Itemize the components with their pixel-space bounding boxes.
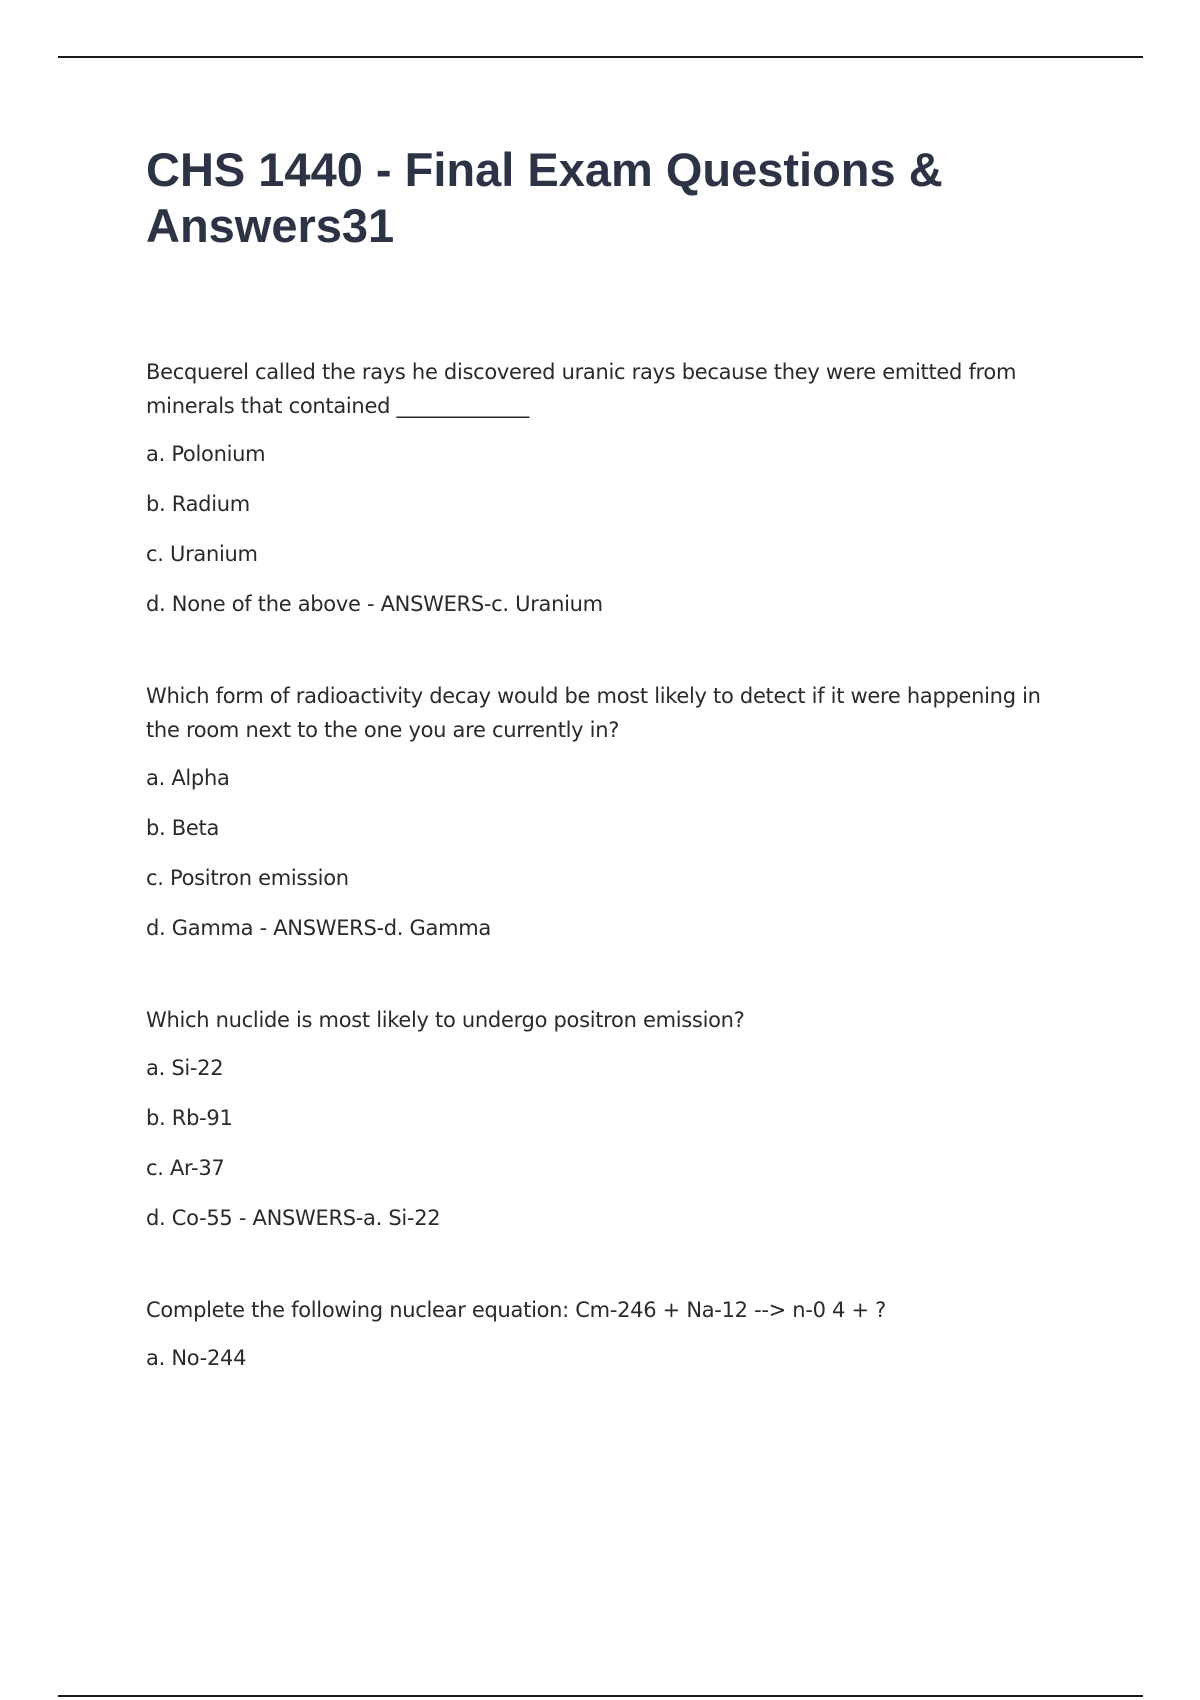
question-3 <box>146 1003 1066 1235</box>
question-text: Which form of radioactivity decay would be most likely to detect if it were happening in the room next to the one you are currently in? <box>146 684 1041 742</box>
option-d-with-answer: d. None of the above - ANSWERS-c. Uranium <box>146 592 603 616</box>
option-b: b. Radium <box>146 492 250 516</box>
option-a: a. No-244 <box>146 1346 247 1370</box>
option-c: c. Positron emission <box>146 866 349 890</box>
option-b: b. Rb-91 <box>146 1106 233 1130</box>
option-a: a. Si-22 <box>146 1056 224 1080</box>
option-a: a. Polonium <box>146 442 266 466</box>
option-d-with-answer: d. Gamma - ANSWERS-d. Gamma <box>146 916 491 940</box>
option-b: b. Beta <box>146 816 220 840</box>
document-title: CHS 1440 - Final Exam Questions & Answers31 <box>146 143 943 252</box>
question-text: Which nuclide is most likely to undergo positron emission? <box>146 1008 745 1032</box>
option-c: c. Uranium <box>146 542 258 566</box>
question-2 <box>146 679 1066 945</box>
question-list <box>146 355 1066 1375</box>
question-text: Complete the following nuclear equation: Cm-246 + Na-12 --> n-0 4 + ? <box>146 1298 886 1322</box>
option-a: a. Alpha <box>146 766 230 790</box>
option-d-with-answer: d. Co-55 - ANSWERS-a. Si-22 <box>146 1206 441 1230</box>
page-content <box>146 142 1066 1433</box>
question-text: Becquerel called the rays he discovered uranic rays because they were emitted from minerals that contained _____________ <box>146 360 1017 418</box>
question-1 <box>146 355 1066 621</box>
top-rule <box>58 56 1143 58</box>
option-c: c. Ar-37 <box>146 1156 225 1180</box>
question-4 <box>146 1293 1066 1375</box>
bottom-rule <box>58 1695 1143 1697</box>
